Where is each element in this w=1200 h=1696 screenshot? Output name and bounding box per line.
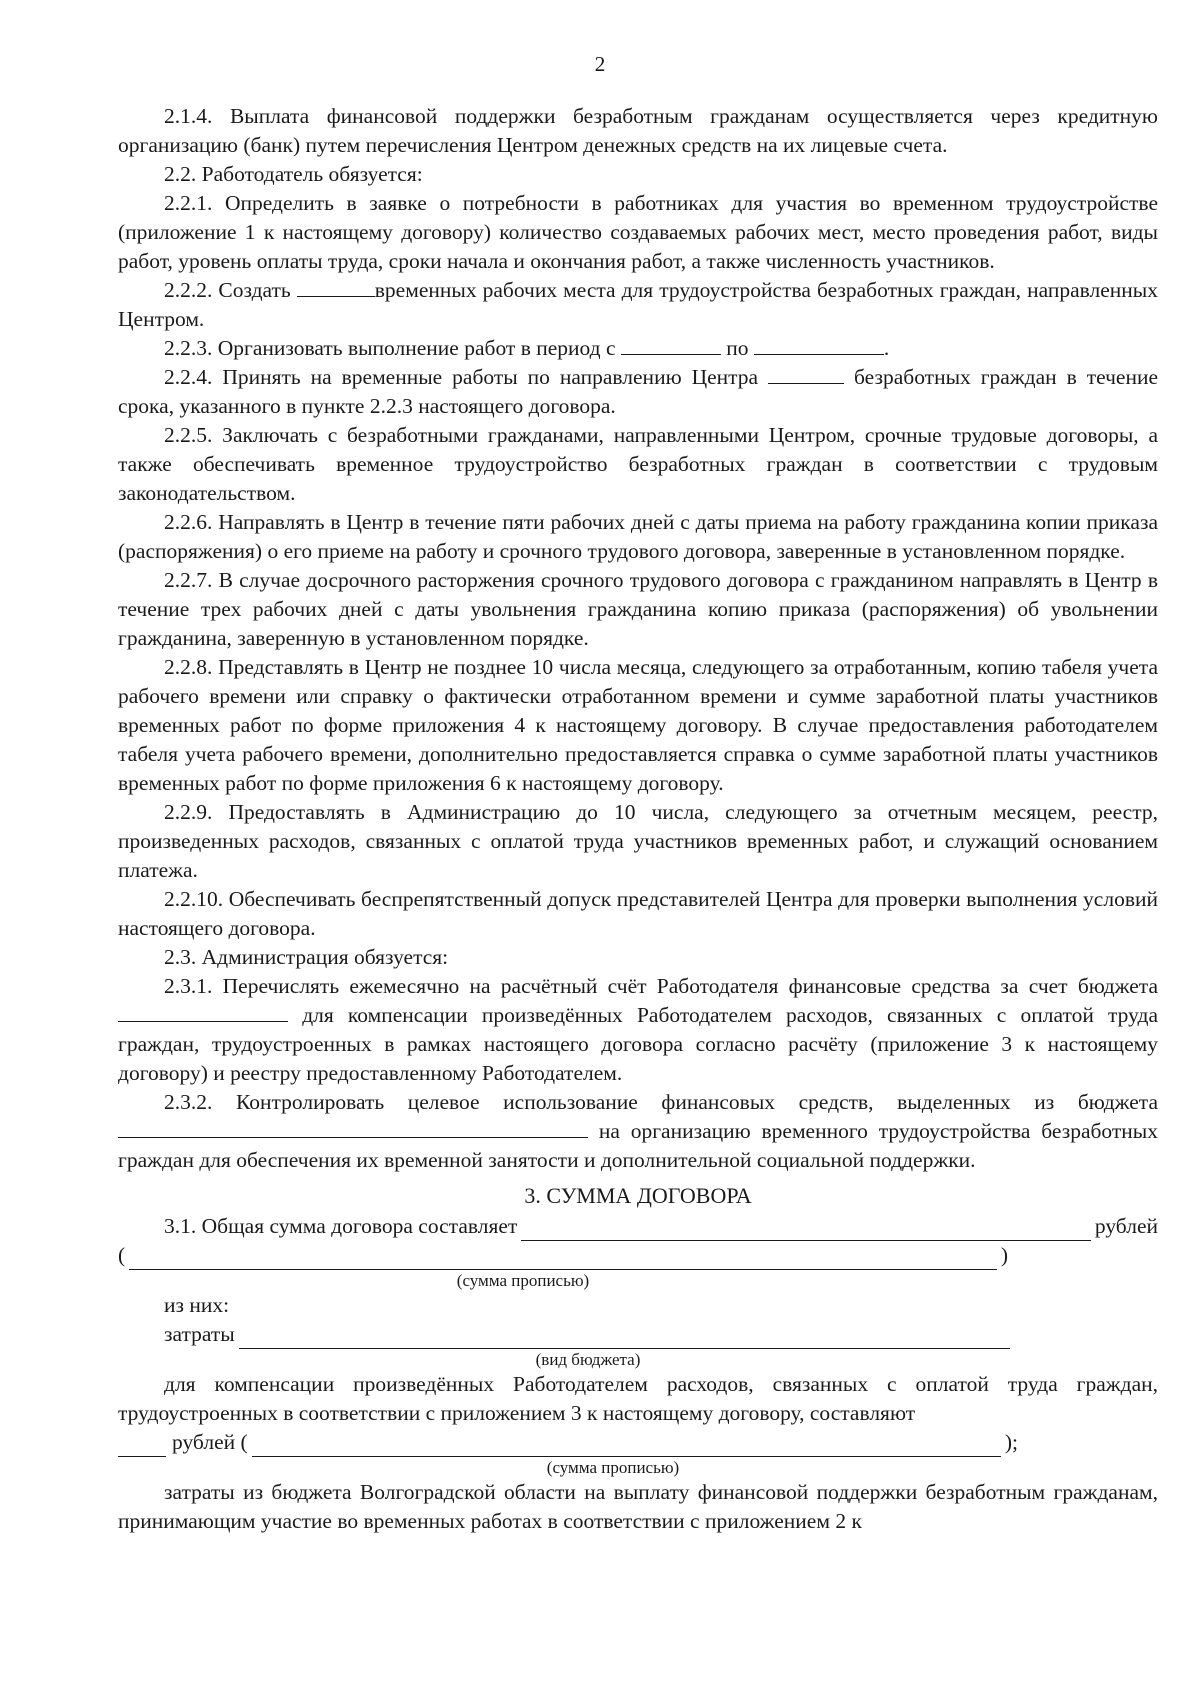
regional-budget-paragraph: затраты из бюджета Волгоградской области на выплату финансовой поддержки безработным гражданам, принимающим участие во временных работах в соответствии с приложением 2 к [118,1480,1158,1533]
clause-2-2-3: 2.2.3. Организовать выполнение работ в период с по . [164,336,890,360]
page-number: 2 [594,52,606,76]
clause-2-3-2 [118,1088,1158,1175]
clause-2-2-8: 2.2.8. Представлять в Центр не позднее 10 числа месяца, следующего за отработанным, копию табеля учета рабочего времени или справку о фактически отработанном времени и сумме заработной платы участников временных работ по форме приложения 4 к настоящему договору. В случае предоставления работодателем табеля учета рабочего времени, дополнительно предоставляется справка о сумме заработной платы участников временных работ по форме приложения 6 к настоящему договору. [118,655,1158,795]
clause-2-2-5: 2.2.5. Заключать с безработными гражданами, направленными Центром, срочные трудовые договоры, а также обеспечивать временное трудоустройство безработных граждан в соответствии с трудовым законодательством. [118,423,1158,505]
document-body [118,102,1158,1536]
clause-2-2-10: 2.2.10. Обеспечивать беспрепятственный допуск представителей Центра для проверки выполнения условий настоящего договора. [118,887,1158,940]
clause-2-2-1: 2.2.1. Определить в заявке о потребности в работниках для участия во временном трудоустройстве (приложение 1 к настоящему договору) количество создаваемых рабочих мест, место проведения работ, виды работ, уровень оплаты труда, сроки начала и окончания работ, а также численность участников. [118,191,1158,273]
clause-2-3-2-end: на организацию временного трудоустройства безработных граждан для обеспечения их временной занятости и дополнительной социальной поддержки. [118,1119,1158,1172]
costs-label: затраты [164,1322,235,1346]
clause-2-3: 2.3. Администрация обязуется: [164,945,449,969]
workplaces-count-blank[interactable] [297,278,375,297]
clause-2-3-1-start: 2.3.1. Перечислять ежемесячно на расчётный счёт Работодателя финансовые средства за счет бюджета [164,974,1158,998]
caption-sum-words-2: (сумма прописью) [546,1458,680,1477]
clause-2-2-2 [118,276,1158,334]
rubles-open: рублей ( [172,1430,248,1454]
clause-2-3-2-start: 2.3.2. Контролировать целевое использование финансовых средств, выделенных из бюджета [164,1090,1158,1114]
clause-3-1-rubles: рублей [1094,1214,1158,1238]
budget-type-blank[interactable] [239,1328,1010,1349]
caption-sum-words-1: (сумма прописью) [456,1271,590,1290]
budget-control-blank[interactable] [118,1119,588,1138]
total-sum-words-line [118,1241,1008,1270]
clause-2-2-9: 2.2.9. Предоставлять в Администрацию до 10 числа, следующего за отчетным месяцем, реестр, произведенных расходов, связанных с оплатой труда участников временных работ, и служащий основанием платежа. [118,800,1158,882]
clause-2-2-3-to: по [726,336,749,360]
clause-2-2-2-start: 2.2.2. Создать [164,278,291,302]
clause-2-1-4: 2.1.4. Выплата финансовой поддержки безработным гражданам осуществляется через кредитную организацию (банк) путем перечисления Центром денежных средств на их лицевые счета. [118,104,1158,157]
clause-2-3-1 [118,972,1158,1088]
clause-3-1 [118,1212,1158,1241]
costs-line [118,1320,1014,1349]
clause-3-1-start: 3.1. Общая сумма договора составляет [164,1214,518,1238]
total-sum-blank[interactable] [521,1220,1091,1241]
section-3-title: 3. СУММА ДОГОВОРА [524,1183,752,1208]
clause-2-3-1-end: для компенсации произведённых Работодателем расходов, связанных с оплатой труда граждан, трудоустроенных в рамках настоящего договора согласно расчёту (приложение 3 к настоящему договору) и реестру предоставленному Работодателем. [118,1003,1159,1085]
clause-2-2-3-start: 2.2.3. Организовать выполнение работ в период с [164,336,616,360]
budget-name-blank[interactable] [118,1003,288,1022]
from-them-label: из них: [164,1293,230,1317]
clause-2-2-7: 2.2.7. В случае досрочного расторжения срочного трудового договора с гражданином направлять в Центр в течение трех рабочих дней с даты увольнения гражданина копию приказа (распоряжения) об увольнении гражданина, заверенную в установленном порядке. [118,568,1158,650]
clause-2-2-6: 2.2.6. Направлять в Центр в течение пяти рабочих дней с даты приема на работу гражданина копии приказа (распоряжения) о его приеме на работу и срочного трудового договора, заверенные в установленном порядке. [118,510,1158,563]
compensation-sum-words-blank[interactable] [252,1436,1001,1457]
clause-2-2-2-end: временных рабочих места для трудоустройства безработных граждан, направленных Центром. [118,278,1158,331]
clause-2-2-4-start: 2.2.4. Принять на временные работы по направлению Центра [164,365,759,389]
paren-close: ) [1000,1243,1008,1267]
caption-budget-type: (вид бюджета) [535,1350,641,1369]
citizens-count-blank[interactable] [768,365,844,384]
clause-2-2-4-end: безработных граждан в течение срока, указанного в пункте 2.2.3 настоящего договора. [118,365,1159,418]
clause-2-2: 2.2. Работодатель обязуется: [164,162,423,186]
clause-2-2-4 [118,363,1158,421]
compensation-sum-line [118,1428,1018,1457]
compensation-sum-blank[interactable] [118,1438,166,1457]
close-semicolon: ); [1004,1430,1018,1454]
period-to-blank[interactable] [754,336,884,355]
paren-open: ( [118,1243,126,1267]
period-from-blank[interactable] [621,336,721,355]
compensation-paragraph: для компенсации произведённых Работодателем расходов, связанных с оплатой труда граждан, трудоустроенных в соответствии с приложением 3 к настоящему договору, составляют [118,1372,1158,1425]
total-sum-words-blank[interactable] [129,1249,997,1270]
